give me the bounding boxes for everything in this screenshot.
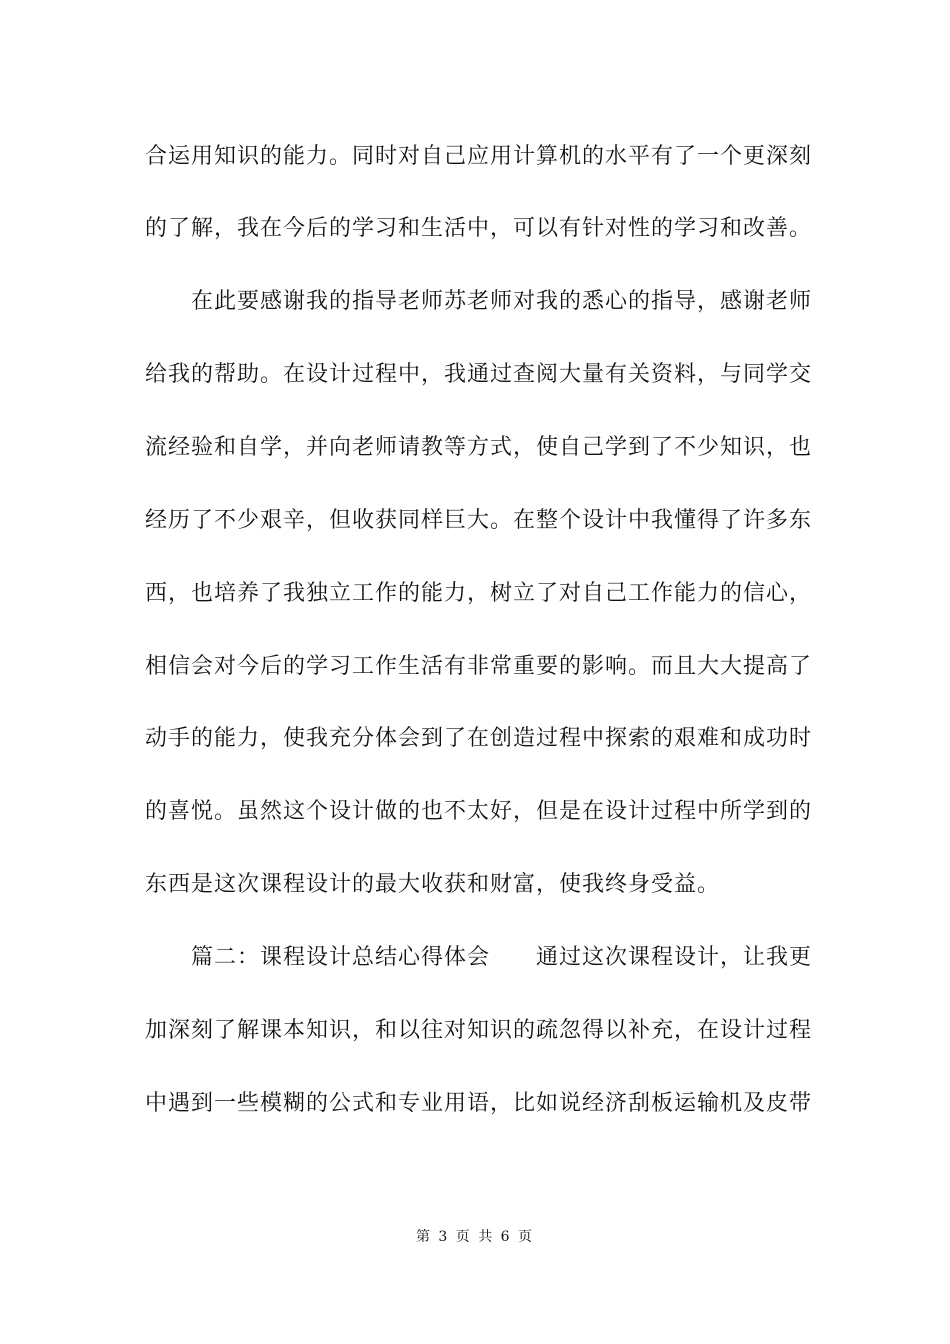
text-line-7: 西，也培养了我独立工作的能力，树立了对自己工作能力的信心，: [145, 581, 813, 606]
text-line-12: 篇二：课程设计总结心得体会 通过这次课程设计，让我更: [145, 945, 813, 970]
text-line-11: 东西是这次课程设计的最大收获和财富，使我终身受益。: [145, 872, 721, 897]
text-line-3: 在此要感谢我的指导老师苏老师对我的悉心的指导，感谢老师: [145, 289, 813, 314]
text-line-10: 的喜悦。虽然这个设计做的也不太好，但是在设计过程中所学到的: [145, 799, 813, 824]
text-line-5: 流经验和自学，并向老师请教等方式，使自己学到了不少知识，也: [145, 435, 813, 460]
page-footer: [0, 1228, 950, 1246]
text-line-4: 给我的帮助。在设计过程中，我通过查阅大量有关资料，与同学交: [145, 362, 813, 387]
text-line-8: 相信会对今后的学习工作生活有非常重要的影响。而且大大提高了: [145, 654, 813, 679]
text-line-13: 加深刻了解课本知识，和以往对知识的疏忽得以补充，在设计过程: [145, 1018, 813, 1043]
footer-prefix: 第: [415, 1229, 432, 1245]
text-line-2: 的了解，我在今后的学习和生活中，可以有针对性的学习和改善。: [145, 216, 813, 241]
text-line-9: 动手的能力，使我充分体会到了在创造过程中探索的艰难和成功时: [145, 726, 813, 751]
text-line-14: 中遇到一些模糊的公式和专业用语，比如说经济刮板运输机及皮带: [145, 1091, 813, 1116]
footer-mid: 页 共: [455, 1229, 495, 1245]
current-page-number: 3: [438, 1229, 450, 1245]
footer-suffix: 页: [518, 1229, 535, 1245]
total-pages-number: 6: [500, 1229, 512, 1245]
text-line-6: 经历了不少艰辛，但收获同样巨大。在整个设计中我懂得了许多东: [145, 508, 813, 533]
text-line-1: 合运用知识的能力。同时对自己应用计算机的水平有了一个更深刻: [145, 144, 813, 169]
